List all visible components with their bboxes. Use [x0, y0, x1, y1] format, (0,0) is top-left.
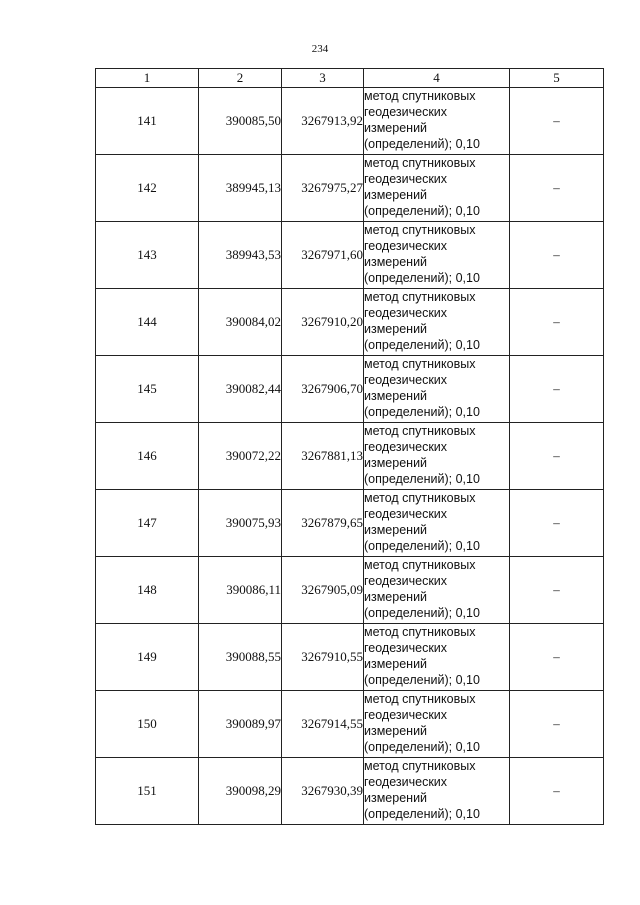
description-cell: – [510, 155, 604, 222]
y-coordinate-cell: 3267971,60 [282, 222, 364, 289]
method-cell [364, 490, 510, 557]
column-header-5: 5 [510, 69, 604, 88]
point-number-cell: 151 [96, 758, 199, 825]
method-line: (определений); 0,10 [364, 606, 480, 620]
y-coordinate-cell: 3267930,39 [282, 758, 364, 825]
method-line: измерений [364, 188, 428, 202]
method-line: измерений [364, 590, 428, 604]
method-line: (определений); 0,10 [364, 472, 480, 486]
method-cell [364, 155, 510, 222]
method-line: метод спутниковых [364, 424, 476, 438]
table-row [96, 222, 604, 289]
method-line: измерений [364, 255, 428, 269]
table-row [96, 155, 604, 222]
method-line: геодезических [364, 708, 448, 722]
point-number-cell: 141 [96, 88, 199, 155]
y-coordinate-cell: 3267905,09 [282, 557, 364, 624]
x-coordinate-cell: 390082,44 [199, 356, 282, 423]
method-line: измерений [364, 322, 428, 336]
description-cell: – [510, 758, 604, 825]
y-coordinate-cell: 3267914,55 [282, 691, 364, 758]
method-cell [364, 557, 510, 624]
point-number-cell: 145 [96, 356, 199, 423]
x-coordinate-cell: 389945,13 [199, 155, 282, 222]
table-row [96, 691, 604, 758]
x-coordinate-cell: 390072,22 [199, 423, 282, 490]
method-line: (определений); 0,10 [364, 539, 480, 553]
column-header-3: 3 [282, 69, 364, 88]
point-number-cell: 146 [96, 423, 199, 490]
method-line: геодезических [364, 373, 448, 387]
method-line: геодезических [364, 306, 448, 320]
y-coordinate-cell: 3267913,92 [282, 88, 364, 155]
method-line: (определений); 0,10 [364, 673, 480, 687]
table-header-row [96, 69, 604, 88]
method-line: геодезических [364, 172, 448, 186]
x-coordinate-cell: 390085,50 [199, 88, 282, 155]
description-cell: – [510, 222, 604, 289]
description-cell: – [510, 490, 604, 557]
table-row [96, 758, 604, 825]
table-row [96, 624, 604, 691]
method-line: метод спутниковых [364, 625, 476, 639]
y-coordinate-cell: 3267879,65 [282, 490, 364, 557]
method-line: метод спутниковых [364, 558, 476, 572]
method-line: измерений [364, 523, 428, 537]
description-cell: – [510, 691, 604, 758]
description-cell: – [510, 624, 604, 691]
point-number-cell: 147 [96, 490, 199, 557]
point-number-cell: 150 [96, 691, 199, 758]
column-header-4: 4 [364, 69, 510, 88]
method-line: измерений [364, 121, 428, 135]
method-line: геодезических [364, 239, 448, 253]
method-line: метод спутниковых [364, 89, 476, 103]
method-line: измерений [364, 791, 428, 805]
method-cell [364, 624, 510, 691]
method-line: метод спутниковых [364, 491, 476, 505]
method-cell [364, 356, 510, 423]
method-line: метод спутниковых [364, 759, 476, 773]
method-line: измерений [364, 657, 428, 671]
column-header-2: 2 [199, 69, 282, 88]
description-cell: – [510, 88, 604, 155]
x-coordinate-cell: 390075,93 [199, 490, 282, 557]
column-header-1: 1 [96, 69, 199, 88]
method-line: измерений [364, 389, 428, 403]
method-line: (определений); 0,10 [364, 807, 480, 821]
method-line: геодезических [364, 574, 448, 588]
table-body [96, 88, 604, 825]
method-line: геодезических [364, 105, 448, 119]
method-line: измерений [364, 456, 428, 470]
y-coordinate-cell: 3267975,27 [282, 155, 364, 222]
x-coordinate-cell: 390086,11 [199, 557, 282, 624]
method-line: геодезических [364, 775, 448, 789]
description-cell: – [510, 356, 604, 423]
table-row [96, 557, 604, 624]
x-coordinate-cell: 390089,97 [199, 691, 282, 758]
x-coordinate-cell: 389943,53 [199, 222, 282, 289]
description-cell: – [510, 289, 604, 356]
method-cell [364, 423, 510, 490]
method-cell [364, 88, 510, 155]
table-row [96, 356, 604, 423]
method-cell [364, 289, 510, 356]
method-line: геодезических [364, 440, 448, 454]
y-coordinate-cell: 3267910,20 [282, 289, 364, 356]
method-line: метод спутниковых [364, 290, 476, 304]
method-line: (определений); 0,10 [364, 137, 480, 151]
y-coordinate-cell: 3267906,70 [282, 356, 364, 423]
table-row [96, 423, 604, 490]
coordinates-table [95, 68, 604, 825]
method-cell [364, 222, 510, 289]
method-line: метод спутниковых [364, 357, 476, 371]
description-cell: – [510, 423, 604, 490]
table-row [96, 490, 604, 557]
method-line: (определений); 0,10 [364, 338, 480, 352]
page-number: 234 [311, 43, 329, 55]
y-coordinate-cell: 3267881,13 [282, 423, 364, 490]
method-line: метод спутниковых [364, 223, 476, 237]
method-line: метод спутниковых [364, 156, 476, 170]
method-line: геодезических [364, 641, 448, 655]
x-coordinate-cell: 390098,29 [199, 758, 282, 825]
method-line: (определений); 0,10 [364, 271, 480, 285]
method-line: измерений [364, 724, 428, 738]
table-row [96, 289, 604, 356]
method-line: метод спутниковых [364, 692, 476, 706]
method-line: геодезических [364, 507, 448, 521]
table-row [96, 88, 604, 155]
method-line: (определений); 0,10 [364, 740, 480, 754]
point-number-cell: 148 [96, 557, 199, 624]
method-line: (определений); 0,10 [364, 405, 480, 419]
y-coordinate-cell: 3267910,55 [282, 624, 364, 691]
point-number-cell: 149 [96, 624, 199, 691]
method-cell [364, 758, 510, 825]
x-coordinate-cell: 390084,02 [199, 289, 282, 356]
point-number-cell: 143 [96, 222, 199, 289]
x-coordinate-cell: 390088,55 [199, 624, 282, 691]
point-number-cell: 144 [96, 289, 199, 356]
point-number-cell: 142 [96, 155, 199, 222]
method-line: (определений); 0,10 [364, 204, 480, 218]
description-cell: – [510, 557, 604, 624]
method-cell [364, 691, 510, 758]
